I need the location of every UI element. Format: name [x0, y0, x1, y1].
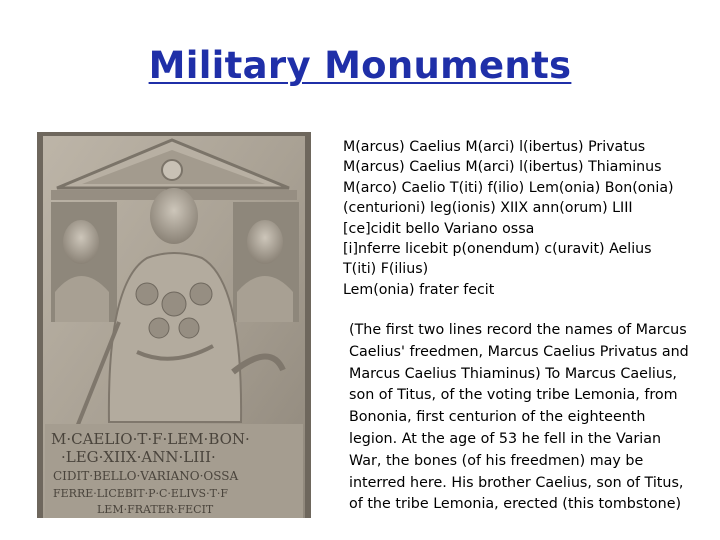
inscription-line: Lem(onia) frater fecit — [343, 281, 495, 298]
english-translation-text — [349, 320, 717, 516]
latin-inscription-text — [343, 137, 713, 300]
inscription-line: M(arco) Caelio T(iti) f(ilio) Lem(onia) Bon(onia) — [343, 179, 674, 196]
inscription-line: (centurioni) leg(ionis) XIIX ann(orum) LIII — [343, 200, 633, 217]
tombstone-relief-image — [37, 132, 311, 518]
slide-title: Military Monuments — [148, 44, 572, 87]
translation-line: War, the bones (of his freedmen) may be — [349, 452, 644, 469]
translation-line: interred here. His brother Caelius, son of Titus, — [349, 474, 684, 491]
stone-line-3: CIDIT·BELLO·VARIANO·OSSA — [53, 469, 239, 483]
inscription-line: [ce]cidit bello Variano ossa — [343, 220, 535, 237]
translation-line: Caelius' freedmen, Marcus Caelius Privatus and — [349, 343, 689, 360]
translation-line: Marcus Caelius Thiaminus) To Marcus Caelius, — [349, 365, 677, 382]
inscription-line: [i]nferre licebit p(onendum) c(uravit) Aelius — [343, 240, 652, 257]
inscription-line: M(arcus) Caelius M(arci) l(ibertus) Thiaminus — [343, 159, 662, 176]
translation-line: (The first two lines record the names of Marcus — [349, 322, 687, 338]
stone-line-1: M·CAELIO·T·F·LEM·BON· — [51, 430, 250, 448]
translation-line: of the tribe Lemonia, erected (this tombstone) — [349, 496, 682, 513]
translation-line: Bononia, first centurion of the eighteenth — [349, 409, 646, 426]
translation-line: legion. At the age of 53 he fell in the Varian — [349, 430, 662, 447]
stone-line-2: ·LEG·XIIX·ANN·LIII· — [61, 448, 216, 466]
stone-line-5: LEM·FRATER·FECIT — [97, 503, 214, 516]
inscription-line: T(iti) F(ilius) — [343, 261, 429, 278]
tombstone-photo — [37, 132, 311, 518]
inscription-line: M(arcus) Caelius M(arci) l(ibertus) Privatus — [343, 139, 646, 155]
translation-line: son of Titus, of the voting tribe Lemonia, from — [349, 387, 678, 404]
stone-line-4: FERRE·LICEBIT·P·C·ELIVS·T·F — [53, 487, 229, 500]
